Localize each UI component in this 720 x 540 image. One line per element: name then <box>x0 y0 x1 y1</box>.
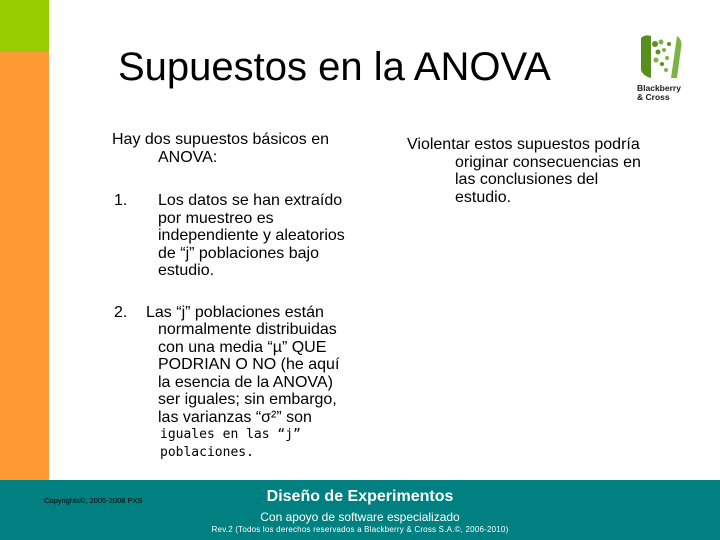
item2-tail-line: poblaciones. <box>160 445 254 460</box>
list-item-2 <box>112 304 382 463</box>
list-item-1 <box>112 192 382 280</box>
item1-line: Los datos se han extraído <box>158 192 343 209</box>
right-line: originar consecuencias en <box>455 153 641 171</box>
item1-line: de “j” poblaciones bajo <box>158 244 319 262</box>
left-column <box>112 131 382 462</box>
accent-bar-green <box>0 0 49 52</box>
intro-line-1: Hay dos supuestos básicos en <box>112 131 330 148</box>
item2-line: normalmente distribuidas <box>158 321 337 338</box>
item2-tail <box>112 426 382 462</box>
slide-title: Supuestos en la ANOVA <box>118 45 551 89</box>
right-line: las conclusiones del <box>455 171 599 188</box>
item2-line: con una media “µ” QUE <box>158 338 327 356</box>
item1-line: por muestreo es <box>158 209 274 227</box>
logo-text-line2: & Cross <box>637 92 670 102</box>
accent-bar-orange <box>0 52 49 480</box>
list-number-2: 2. <box>114 303 128 321</box>
footer-revision: Rev.2 (Todos los derechos reservados a Blackberry & Cross S.A.©, 2006-2010) <box>211 525 509 534</box>
right-line: Violentar estos supuestos podría <box>407 136 640 153</box>
intro-paragraph <box>112 131 382 166</box>
intro-line-2: ANOVA: <box>158 148 218 166</box>
footer-subtitle: Con apoyo de software especializado <box>260 510 460 524</box>
item1-line: independiente y aleatorios <box>158 227 345 244</box>
item2-line: ser iguales; sin embargo, <box>158 391 337 408</box>
logo-text <box>637 84 681 102</box>
copyright-text: Copyrights©, 2005-2008 PXS <box>44 496 143 505</box>
list-number-1: 1. <box>114 192 128 209</box>
item2-line: PODRIAN O NO (he aquí <box>158 356 340 373</box>
item1-line: estudio. <box>158 262 215 279</box>
footer-title: Diseño de Experimentos <box>266 488 454 505</box>
item2-tail-line: iguales en las “j” <box>160 427 301 442</box>
item2-line: la esencia de la ANOVA) <box>158 373 333 391</box>
logo-text-line1: Blackberry <box>637 83 681 93</box>
item2-line: Las “j” poblaciones están <box>146 303 324 321</box>
right-column <box>407 136 687 206</box>
item2-line: las varianzas “σ²” son <box>158 408 312 426</box>
right-line: estudio. <box>455 188 512 206</box>
